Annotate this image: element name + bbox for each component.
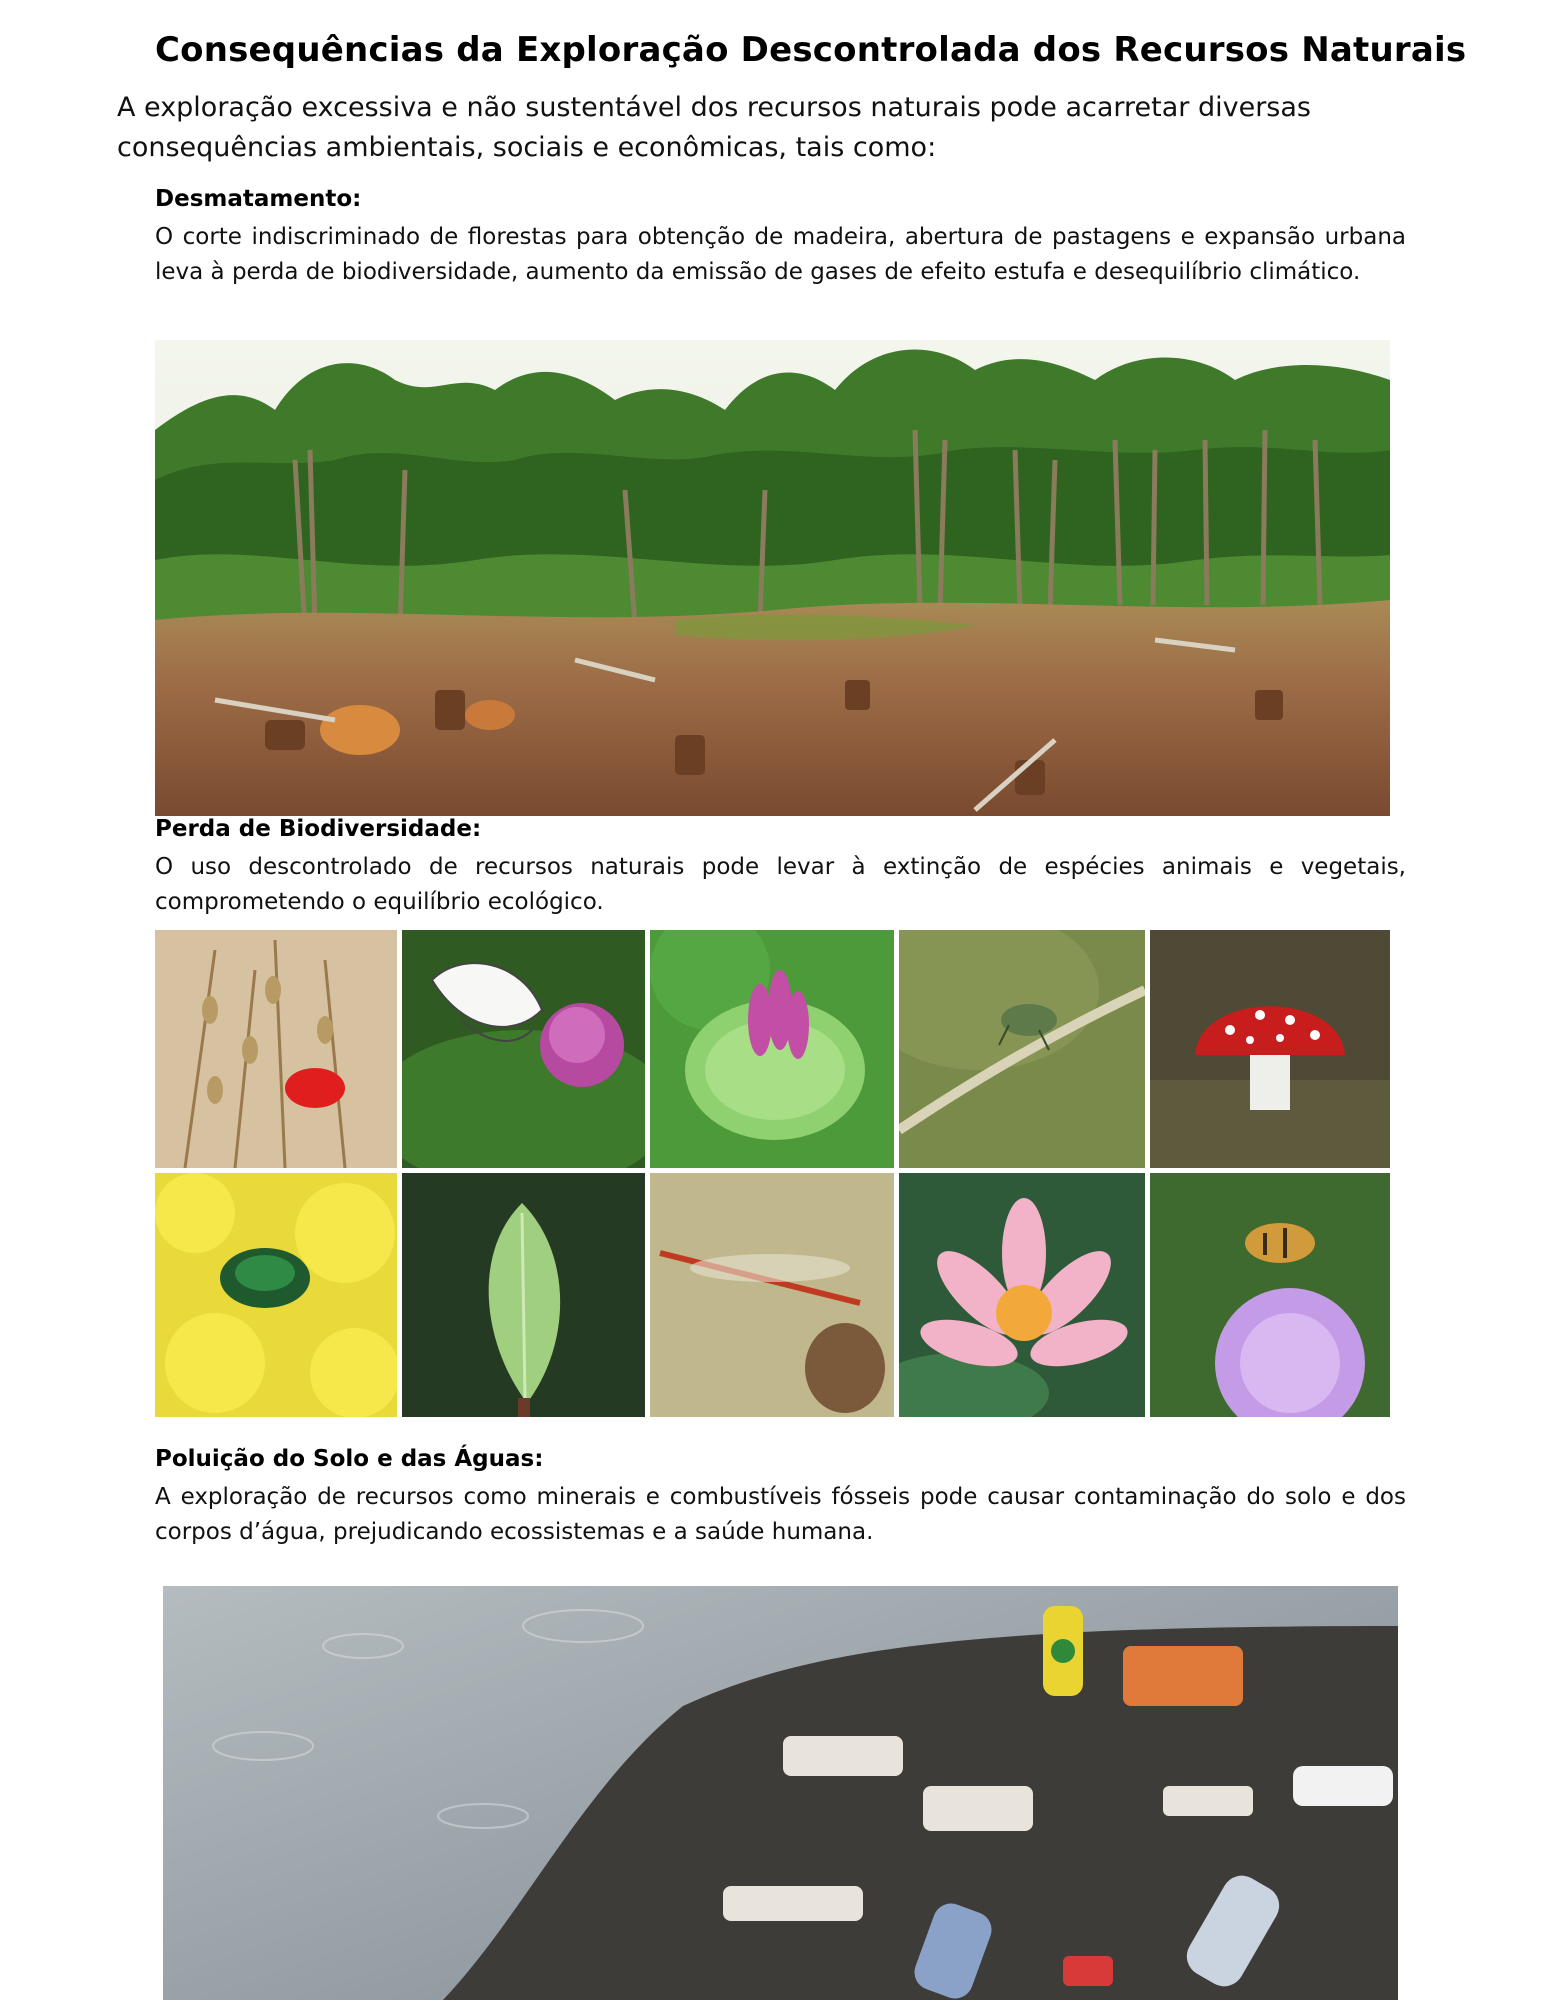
water-pollution-photo [163, 1586, 1398, 2000]
water-lily-photo [899, 1173, 1145, 1417]
oats-poppy-photo [155, 930, 397, 1168]
section-heading-desmatamento: Desmatamento: [155, 186, 362, 212]
intro-paragraph: A exploração excessiva e não sustentável dos recursos naturais pode acarretar diversas consequências ambientais, sociais e econômicas, tais como: [117, 92, 1311, 163]
butterfly-clover-photo [402, 930, 645, 1168]
section-heading-biodiversidade: Perda de Biodiversidade: [155, 816, 482, 842]
section-body-desmatamento: O corte indiscriminado de florestas para obtenção de madeira, abertura de pastagens e expansão urbana leva à perda de biodiversidade, aumento da emissão de gases de efeito estufa e desequilíbrio climático. [155, 224, 1406, 285]
pink-flower-leaf-photo [650, 930, 894, 1168]
section-body-biodiversidade: O uso descontrolado de recursos naturais pode levar à extinção de espécies animais e vegetais, comprometendo o equilíbrio ecológico. [155, 854, 1406, 915]
insect-on-grass-photo [899, 930, 1145, 1168]
mushroom-photo [1150, 930, 1390, 1168]
green-bud-photo [402, 1173, 645, 1417]
beetle-yellow-flower-photo [155, 1173, 397, 1417]
page-title: Consequências da Exploração Descontrolada dos Recursos Naturais [155, 30, 1467, 70]
dragonfly-photo [650, 1173, 894, 1417]
deforestation-photo [155, 340, 1390, 816]
bee-flower-photo [1150, 1173, 1390, 1417]
section-heading-poluicao: Poluição do Solo e das Águas: [155, 1446, 544, 1472]
section-body-poluicao: A exploração de recursos como minerais e combustíveis fósseis pode causar contaminação do solo e dos corpos d’água, prejudicando ecossistemas e a saúde humana. [155, 1484, 1406, 1545]
